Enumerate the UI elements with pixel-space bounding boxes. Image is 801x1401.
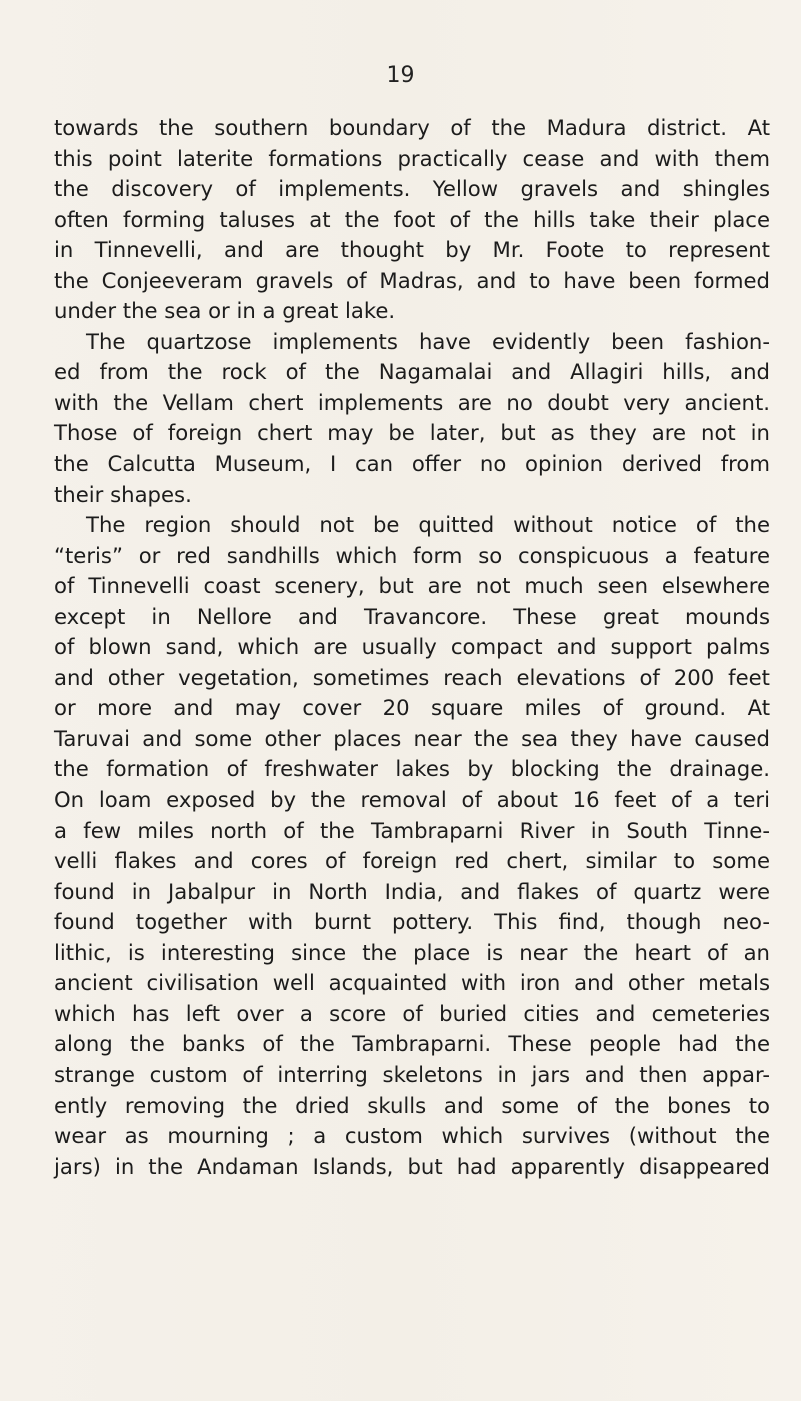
text-line: ed from the rock of the Nagamalai and Allagiri hills, and (54, 359, 770, 385)
text-line: strange custom of interring skeletons in jars and then appar- (54, 1061, 770, 1087)
text-line: The quartzose implements have evidently been fashion- (86, 328, 770, 354)
text-line: the discovery of implements. Yellow gravels and shingles (54, 176, 770, 202)
text-line: Those of foreign chert may be later, but as they are not in (54, 420, 770, 446)
text-line: a few miles north of the Tambraparni River in South Tinne- (54, 817, 770, 843)
text-line: Taruvai and some other places near the sea they have caused (54, 725, 770, 751)
text-line: towards the southern boundary of the Madura district. At (54, 115, 770, 140)
text-line: On loam exposed by the removal of about 16 feet of a teri (54, 787, 770, 813)
text-line: wear as mourning ; a custom which survives (without the (54, 1123, 770, 1149)
text-line: The region should not be quitted without notice of the (86, 512, 770, 538)
text-line: jars) in the Andaman Islands, but had apparently disappeared (54, 1153, 770, 1179)
text-line: except in Nellore and Travancore. These great mounds (54, 603, 770, 629)
text-line: with the Vellam chert implements are no doubt very ancient. (54, 389, 770, 415)
text-line: velli flakes and cores of foreign red chert, similar to some (54, 848, 770, 874)
text-line: of blown sand, which are usually compact and support palms (54, 634, 770, 660)
page-number: 19 (386, 63, 415, 88)
text-line: ancient civilisation well acquainted with iron and other metals (54, 970, 770, 996)
text-line: the Calcutta Museum, I can offer no opinion derived from (54, 451, 770, 477)
text-line: lithic, is interesting since the place is near the heart of an (54, 939, 770, 965)
text-line: the Conjeeveram gravels of Madras, and to have been formed (54, 267, 770, 293)
text-line: often forming taluses at the foot of the hills take their place (54, 206, 770, 232)
text-line: “teris” or red sandhills which form so conspicuous a feature (54, 542, 770, 568)
text-line: in Tinnevelli, and are thought by Mr. Foote to represent (54, 237, 770, 263)
text-line: found together with burnt pottery. This find, though neo- (54, 909, 770, 935)
text-line: or more and may cover 20 square miles of ground. At (54, 695, 770, 721)
text-line: the formation of freshwater lakes by blocking the drainage. (54, 756, 770, 782)
text-line: which has left over a score of buried cities and cemeteries (54, 1000, 770, 1026)
text-line: under the sea or in a great lake. (54, 298, 396, 324)
text-line: this point laterite formations practically cease and with them (54, 145, 770, 171)
body-text (54, 113, 770, 1182)
text-line: of Tinnevelli coast scenery, but are not much seen elsewhere (54, 573, 770, 599)
text-line: and other vegetation, sometimes reach elevations of 200 feet (54, 664, 770, 690)
text-line: ently removing the dried skulls and some of the bones to (54, 1092, 770, 1118)
text-line: their shapes. (54, 481, 192, 507)
text-line: along the banks of the Tambraparni. These people had the (54, 1031, 770, 1057)
text-line: found in Jabalpur in North India, and flakes of quartz were (54, 878, 770, 904)
